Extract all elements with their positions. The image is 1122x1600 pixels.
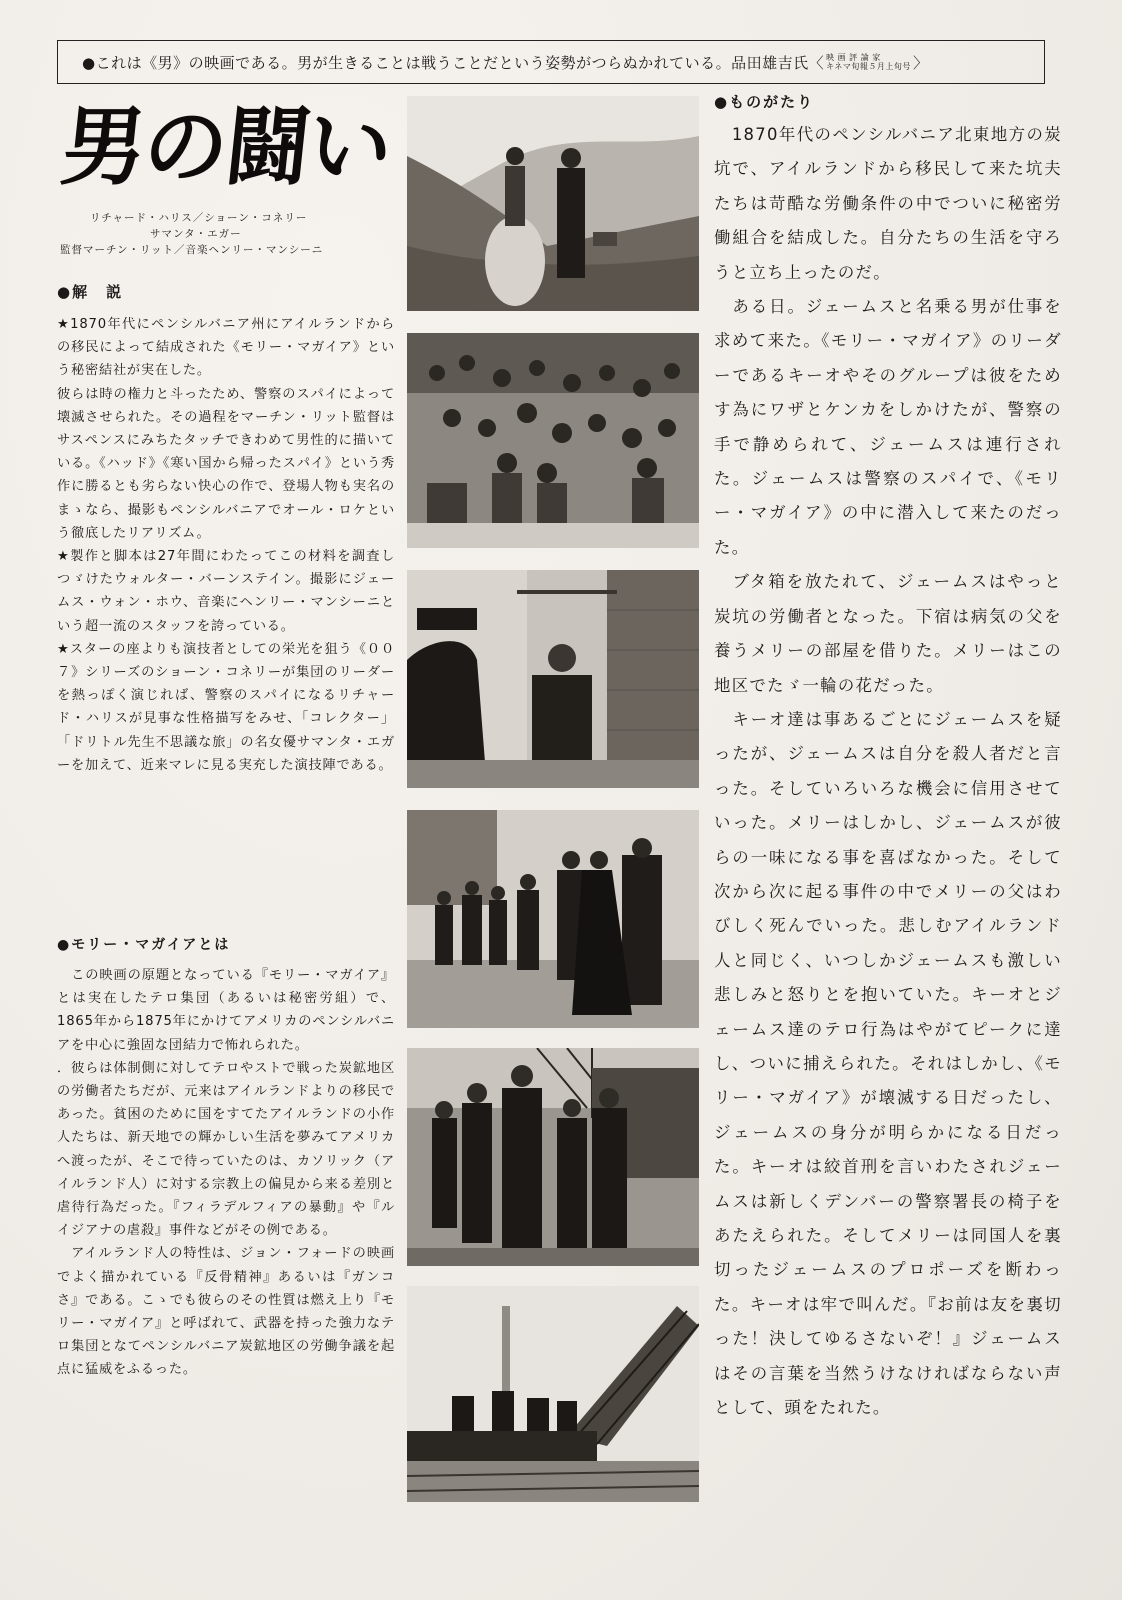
molly-paragraph: この映画の原題となっている『モリー・マガイア』とは実在したテロ集団（あるいは秘密労組）で、1865年から1875年にかけてアメリカのペンシルバニアを中心に強固な団結力で怖れられた。 [57, 968, 395, 1053]
story-body [714, 118, 1062, 1425]
review-quote-text: ●これは《男》の映画である。男が生きることは戦うことだという姿勢がつらぬかれている。品田雄吉氏〈 [82, 53, 825, 72]
review-quote-close: 〉 [912, 53, 929, 72]
still-photo-railway-cart [407, 1286, 699, 1502]
molly-heading: ●モリー・マガイアとは [57, 937, 231, 953]
credits-cast-line: リチャード・ハリス／ショーン・コネリー [90, 212, 308, 224]
story-paragraph: ある日。ジェームスと名乗る男が仕事を求めて来た。《モリー・マガイア》のリーダーであるキーオやそのグループは彼をためす為にワザとケンカをしかけたが、警察の手で静められて、ジェームスは連行された。ジェームスは警察のスパイで、《モリー・マガイア》の中に潜入して来たのだった。 [714, 297, 1062, 557]
still-photo-street-man [407, 570, 699, 788]
commentary-paragraph: 彼らは時の権力と斗ったため、警察のスパイによって壊滅させられた。その過程をマーチン・リット監督はサスペンスにみちたタッチできわめて男性的に描いている。《ハッド》《寒い国から帰ったスパイ》という秀作に勝るとも劣らない快心の作で、登場人物も実名のまゝなら、撮影もペンシルバニアでオール・ロケという徹底したリアリズム。 [57, 386, 395, 541]
review-source-line1: 映 画 評 論 家 [826, 53, 881, 62]
commentary-paragraph: ★製作と脚本は27年間にわたってこの材料を調査しつゞけたウォルター・バーンステイン。撮影にジェームス・ウォン・ホウ、音楽にヘンリー・マンシーニという超一流のスタッフを誇っている。 [57, 549, 395, 634]
film-title: 男の闘い [56, 97, 396, 197]
review-quote-box [57, 40, 1045, 84]
commentary-heading: ●解 説 [57, 283, 124, 301]
still-photo-miners [407, 1048, 699, 1266]
story-paragraph: キーオ達は事あるごとにジェームスを疑ったが、ジェームスは自分を殺人者だと言った。そしていろいろな機会に信用させていった。メリーはしかし、ジェームスが彼らの一味になる事を喜ばなかった。そして次から次に起る事件の中でメリーの父はわびしく死んでいった。悲しむアイルランド人と同じく、いつしかジェームスも激しい悲しみと怒りとを抱いていた。キーオとジェームス達のテロ行為はやがてピークに達し、ついに捕えられた。それはしかし、《モリー・マガイア》が壊滅する日だったし、ジェームスの身分が明らかになる日だった。キーオは絞首刑を言いわたされジェームスは新しくデンバーの警察署長の椅子をあたえられた。そしてメリーは同国人を裏切ったジェームスのプロポーズを断わった。キーオは牢で叫んだ。『お前は友を裏切った！決してゆるさないぞ！』ジェームスはその言葉を当然うけなければならない声として、頭をたれた。 [714, 709, 1062, 1418]
credits-staff-line: 監督マーチン・リット／音楽ヘンリー・マンシーニ [60, 244, 324, 256]
story-paragraph: ブタ箱を放たれて、ジェームスはやっと炭坑の労働者となった。下宿は病気の父を養うメリーの部屋を借りた。メリーはこの地区でたゞ一輪の花だった。 [714, 572, 1062, 695]
molly-paragraph: アイルランド人の特性は、ジョン・フォードの映画でよく描かれている『反骨精神』あるいは『ガンコさ』である。こゝでも彼らのその性質は燃え上り『モリー・マガイア』と呼ばれて、武器を持った強力なテロ集団となてペンシルバニア炭鉱地区の労働争議を起点に猛威をふるった。 [57, 1246, 395, 1378]
review-quote-source [826, 53, 911, 71]
molly-paragraph: ．彼らは体制側に対してテロやストで戦った炭鉱地区の労働者たちだが、元来はアイルランドよりの移民であった。貧困のために国をすてたアイルランドの小作人たちは、新天地での輝かしい生活を夢みてアメリカへ渡ったが、そこで待っていたのは、カソリック（アイルランド人）に対する宗教上の偏見から来る差別と虐待行為だった。『フィラデルフィアの暴動』や『ルイジアナの虐殺』事件などがその例である。 [57, 1060, 395, 1239]
credits-block [60, 210, 400, 258]
commentary-body [57, 313, 395, 777]
credits-cast-line-2: サマンタ・エガー [150, 228, 242, 240]
still-photo-crowd [407, 333, 699, 548]
still-photo-couple-walking [407, 96, 699, 311]
commentary-paragraph: ★1870年代にペンシルバニア州にアイルランドからの移民によって結成された《モリー・マガイア》という秘密結社が実在した。 [57, 317, 395, 379]
still-photo-group-walking [407, 810, 699, 1028]
review-source-line2: キネマ旬報５月上旬号 [826, 62, 911, 71]
molly-body [57, 964, 395, 1382]
story-heading: ●ものがたり [714, 93, 815, 111]
story-paragraph: 1870年代のペンシルバニア北東地方の炭坑で、アイルランドから移民して来た坑夫たちは苛酷な労働条件の中でついに秘密労働組合を結成した。自分たちの生活を守ろうと立ち上ったのだ。 [714, 125, 1062, 282]
commentary-paragraph: ★スターの座よりも演技者としての栄光を狙う《００７》シリーズのショーン・コネリーが集団のリーダーを熱っぽく演じれば、警察のスパイになるリチャード・ハリスが見事な性格描写をみせ、「コレクター」「ドリトル先生不思議な旅」の名女優サマンタ・エガーを加えて、近来マレに見る実充した演技陣である。 [57, 641, 395, 773]
